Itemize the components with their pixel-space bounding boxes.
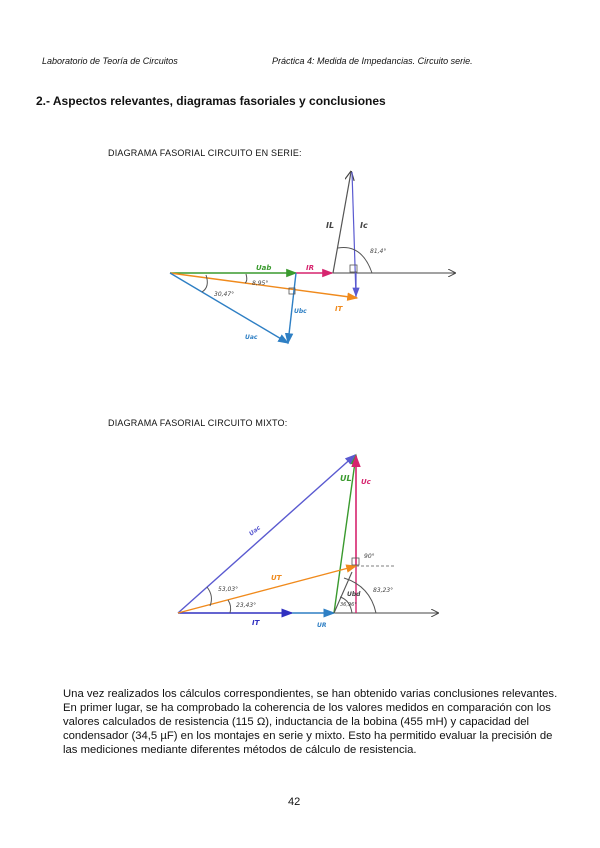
d2-label-it: IT [252, 619, 260, 627]
d2-label-angle-small: 36,96° [340, 602, 357, 608]
section-title: 2.- Aspectos relevantes, diagramas fasoriales y conclusiones [36, 94, 386, 108]
d1-il-phasor [333, 172, 351, 273]
d2-label-angle-upper: 53,03° [218, 586, 239, 593]
d2-label-ur: UR [317, 622, 327, 629]
d2-label-vac: Uac [247, 524, 263, 538]
d2-arc-upper [207, 587, 211, 606]
d1-arc-mid [245, 274, 247, 283]
d1-label-ic: Ic [360, 221, 368, 230]
d1-label-il-left: IL [326, 221, 335, 230]
d2-label-ut: UT [271, 574, 282, 582]
d2-label-ul: UL [340, 474, 352, 483]
conclusions-paragraph: Una vez realizados los cálculos correspondientes, se han obtenido varias conclusiones relevantes. En primer lugar, se ha comprobado la coherencia de los valores medidos en comparación con los valores calculados de resistencia (115 Ω), inductancia de la bobina (455 mH) y capacidad del condensador (34,5 µF) en los montajes en serie y mixto. Esto ha permitido evaluar la precisión de las mediciones mediante diferentes métodos de cálculo de resistencia. [63, 688, 558, 756]
diagram2 [178, 455, 438, 629]
d1-label-angle-mid: 8,95° [252, 280, 269, 287]
page-number: 42 [288, 796, 301, 808]
d2-label-angle-right: 83,23° [373, 587, 394, 594]
d1-label-ir: IR [306, 264, 314, 272]
d1-label-vac: Uac [245, 334, 258, 341]
d1-label-vbc: Ubc [294, 308, 307, 315]
header-practice: Práctica 4: Medida de Impedancias. Circuito serie. [272, 56, 473, 66]
diagram1-title: DIAGRAMA FASORIAL CIRCUITO EN SERIE: [108, 148, 302, 158]
d1-label-it: IT [335, 305, 343, 313]
d2-label-90: 90° [364, 553, 375, 560]
d2-label-uc: Uc [361, 478, 371, 486]
d1-label-vab: Uab [256, 264, 272, 272]
d1-label-angle-top: 81,4° [370, 248, 387, 255]
d2-label-vbd: Ubd [347, 591, 361, 598]
header-course: Laboratorio de Teoría de Circuitos [42, 56, 178, 66]
d1-right-angle [350, 265, 357, 272]
d2-arc-lower [228, 600, 231, 613]
d2-label-angle-lower: 23,43° [236, 602, 257, 609]
d1-vac-phasor [170, 273, 288, 343]
diagram1 [170, 172, 455, 343]
d1-label-angle-left: 30,47° [214, 291, 235, 298]
diagram2-title: DIAGRAMA FASORIAL CIRCUITO MIXTO: [108, 418, 288, 428]
